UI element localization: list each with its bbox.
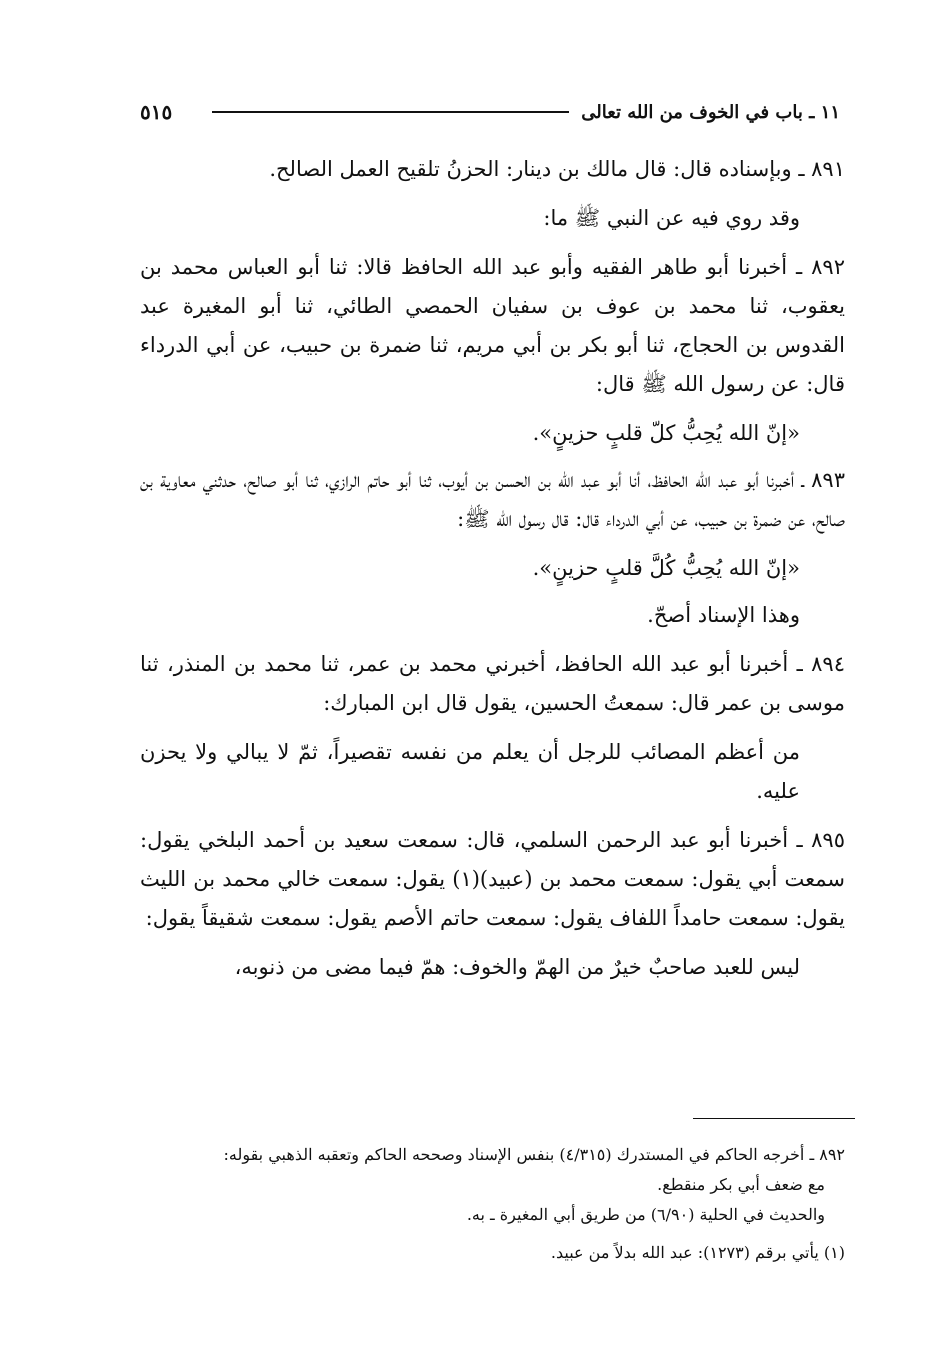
page-header (140, 92, 840, 132)
saying-ibn-mubarak: من أعظم المصائب للرجل أن يعلم من نفسه تقصيراً، ثمّ لا يبالي ولا يحزن عليه. (140, 740, 800, 803)
chapter-title: ١١ ـ باب في الخوف من الله تعالى (581, 101, 840, 123)
paragraph-894: ٨٩٤ ـ أخبرنا أبو عبد الله الحافظ، أخبرني محمد بن عمر، ثنا محمد بن المنذر، ثنا موسى بن عمر قال: سمعتُ الحسين، يقول قال ابن المبارك: (140, 652, 845, 715)
footnote-892: ٨٩٢ ـ أخرجه الحاكم في المستدرك (٤/٣١٥) بنفس الإسناد وصححه الحاكم وتعقبه الذهبي بقوله: (223, 1145, 845, 1164)
footnote-1: (١) يأتي برقم (١٢٧٣): عبد الله بدلاً من عبيد. (550, 1243, 845, 1262)
saying-shaqiq: ليس للعبد صاحبٌ خيرٌ من الهمّ والخوف: همّ فيما مضى من ذنوبه، (234, 955, 800, 979)
footnote-892-hilya: والحديث في الحلية (٦/٩٠) من طريق أبي المغيرة ـ به. (466, 1205, 825, 1224)
footnote-rule (693, 1118, 855, 1119)
paragraph-narration-note: وقد روي فيه عن النبي ﷺ ما: (543, 206, 800, 230)
hadith-quote-1: «إنّ الله يُحِبُّ كلّ قلبٍ حزينٍ». (532, 421, 800, 445)
paragraph-895: ٨٩٥ ـ أخبرنا أبو عبد الرحمن السلمي، قال: سمعت سعيد بن أحمد البلخي يقول: سمعت أبي يقول: سمعت محمد بن (عبيد)(١) يقول: سمعت خالي محمد بن الليث يقول: سمعت حامداً اللفاف يقول: سمعت حاتم الأصم يقول: سمعت شقيقاً يقول: (140, 828, 846, 930)
paragraph-891: ٨٩١ ـ وبإسناده قال: قال مالك بن دينار: الحزنُ تلقيح العمل الصالح. (269, 157, 845, 181)
footnote-892-continued: مع ضعف أبي بكر منقطع. (657, 1175, 825, 1194)
paragraph-892: ٨٩٢ ـ أخبرنا أبو طاهر الفقيه وأبو عبد الله الحافظ قالا: ثنا أبو العباس محمد بن يعقوب، ثنا محمد بن عوف بن سفيان الحمصي الطائي، ثنا أبو المغيرة عبد القدوس بن الحجاج، ثنا أبو بكر بن أبي مريم، ثنا ضمرة بن حبيب، عن أبي الدرداء قال: عن رسول الله ﷺ قال: (140, 255, 845, 396)
hadith-quote-2: «إنّ الله يُحِبُّ كُلَّ قلبٍ حزينٍ». (532, 556, 800, 580)
isnad-note: وهذا الإسناد أصحّ. (647, 603, 800, 627)
header-rule (212, 111, 569, 113)
paragraph-893: ٨٩٣ ـ أخبرنا أبو عبد الله الحافظ، أنا أبو عبد الله بن الحسن بن أيوب، ثنا أبو حاتم الرازي، ثنا أبو صالح، حدثني معاوية بن صالح، عن ضمرة بن حبيب، عن أبي الدرداء قال: قال رسول الله ﷺ: (140, 468, 845, 531)
main-text (140, 150, 845, 997)
page-number: ٥١٥ (140, 100, 173, 124)
footnotes (140, 1140, 845, 1268)
